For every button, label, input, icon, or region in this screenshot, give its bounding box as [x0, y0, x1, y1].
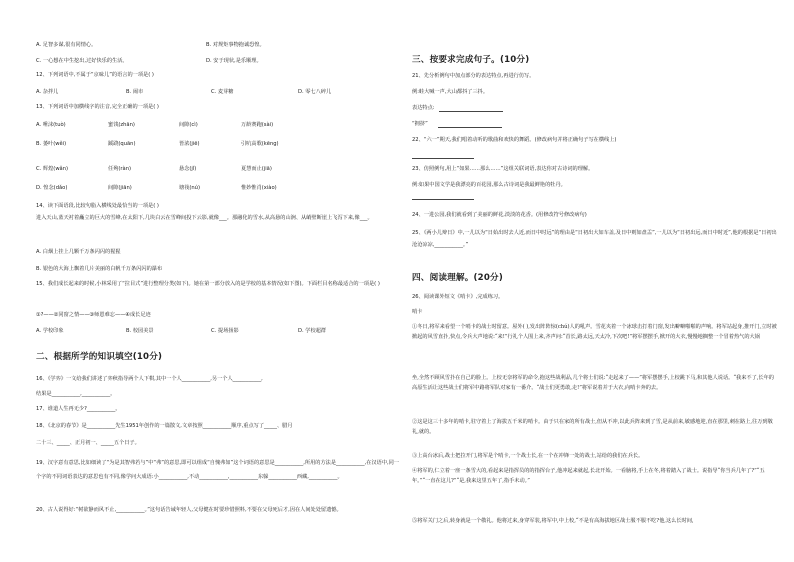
q21-instruction: 21、先分析例句中加点部分的表达特点,再进行仿写。 — [412, 73, 535, 79]
passage-paragraph-5: ⑤将军关门之后,转身就是一个敬礼。他将过来,身穿军装,将军中,中上校,“不是有高海拔地区战士服不服不吃?他,这么长时间, — [412, 518, 694, 524]
q12-option-c: C. 麦芽糖 — [211, 89, 234, 95]
section-4-title: 四、阅读理解。(20分) — [412, 273, 503, 283]
section-2-title: 二、根据所学的知识填空(10分) — [36, 352, 163, 362]
q21-feature-blank[interactable] — [439, 111, 503, 112]
q12-stem: 12、下列词语中,不属于“京味儿”的语言的一项是( ) — [36, 72, 154, 78]
q19: 19、汉字意有意思,比如细读了“为是其智弗若与”中“弗”的意思,即可以组成“自愧弗如”这个词语的意思是___________,所用的方法是___________,在汉语中,同一个字的不同词语表达的意思也有不同,像学问大成语:小___________,不动___________,___________东躲___________西藏,___________。 — [36, 460, 399, 480]
q13-c-1: C. 辉煌(wǎn) — [36, 166, 69, 172]
q18-line-2: 二十三、_____、正月初一、_____五个日子。 — [36, 440, 140, 446]
q15-option-b: B. 校园美景 — [126, 328, 154, 334]
passage-paragraph-1: ①冬日,将军来看望一个哨卡的战士时留意。屋外( ),发出阵阵惊(chú)人的吼声。雪花夹着一个冰球击打着门窗,发出噼噼啪啪的声响。将军站起身,推开门,立时被掀起的风雪直扑,快点,令兵大声地说:“来!”行礼个人围上来,齐声问:“首长,路太远,天太冷,下次吧!”将军摆摆手,掀开的大衣,慢慢地搁整一个冒着热气的大锅 — [412, 324, 777, 340]
q10-option-b: B. 对规矩事物抱诚恐惶。 — [206, 42, 265, 48]
passage-paragraph-1b: 坐,全然不顾风雪扑在自己的脸上。上校无奈将军的命令,抱这些战利品,几个将士们说:“走起来了——”将军摆摆手,上校跳下马,和其他人说话。“我来不了,长年的高原生活让这些战士们将军中路将军队对家有一番介。“战士们更勇敢,走!”将军说着并于大衣,向哨卡奔的去。 — [412, 375, 774, 391]
q13-c-2: 任殉(ràn) — [108, 166, 132, 172]
q10-option-a: A. 足智多谋,很有同情心。 — [36, 42, 97, 48]
q22-answer-blank[interactable] — [412, 158, 474, 159]
q24: 24、一进公园,我们就看到了美丽的鲜花,淡淡的花香。(用修改符号修改病句) — [412, 212, 587, 218]
q13-d-1: D. 惶念(dǎo) — [36, 185, 68, 191]
q13-b-4: 引吭高歌(kēng) — [241, 141, 279, 147]
q13-c-4: 夏慧而止(jiā) — [241, 166, 272, 172]
q16-line-2: 结果是___________,___________。 — [36, 391, 116, 397]
q13-a-3: 间隙(cì) — [179, 122, 198, 128]
q15-option-c: C. 提场扬影 — [211, 328, 239, 334]
q13-c-3: 悬念(jǐ) — [179, 166, 197, 172]
q10-option-c: C. 一心想在中生挖出,过好快乐的生活。 — [36, 58, 128, 64]
q12-option-b: B. 闹市 — [126, 89, 144, 95]
q21-feature-label: 表达特点: — [412, 105, 435, 111]
passage-paragraph-4: ④将军的,仁立着一座一条雪大的,看起来是指挥员的的指挥台子,他冲起来就起,长北开始。一看脑将,手上在冬,将着踏入了战士。说指导“你当兵几年了?”“五年。”“一直在这儿?”“是,我来这里五年了,指手未动。” — [412, 468, 765, 484]
q26: 26、阅读课外短文《哨卡》,完成练习。 — [412, 294, 504, 300]
q21-example: 例:蛙大喊一声,大山都抖了三抖。 — [412, 89, 489, 95]
q23-answer-blank[interactable] — [412, 199, 474, 200]
q14-paragraph: 进入天山,蓝天衬着矗立的巨大的雪峰,在太阳下,几块白云在雪峰间投下云影,就像___。那融化的雪水,从高悬的山涧、从峭壁断崖上飞泻下来,像___。 — [36, 215, 373, 221]
q13-a-2: 蜜饯(zhān) — [108, 122, 135, 128]
q13-b-3: 皆浓(jiē) — [179, 141, 200, 147]
q21-write-prompt: “拥挤” — [412, 121, 428, 127]
q16-line-1: 16、《学弈》一文给我们讲述了弈秋指导两个人下棋,其中一个人___________,另一个人___________, — [36, 376, 263, 382]
q10-option-d: D. 安于现状,是乐顺理。 — [206, 58, 262, 64]
q15-stem: 15、我们成长起来的时候,小林采用了“拉目式”进行整理分类(如下)。她在第一部分放入的是学校的基本情况(如下图)。下面栏目名称最适合的一项是( ) — [36, 281, 380, 287]
q14-option-a: A. 白烟上挂上几颗千万条闪闪的猩猩 — [36, 249, 121, 255]
q15-option-a: A. 学校印象 — [36, 328, 64, 334]
q14-stem: 14、读下面语段,比较句脂入横线处最恰当的一项是( ) — [36, 203, 159, 209]
q15-option-d: D. 学校超群 — [298, 328, 327, 334]
q20: 20、古人说得好:“树欲静而风不止,___________。”这句话告诫年轻人,父母健在时要珍惜照料,不要在父母死后才,因在人间处处留遗憾。 — [36, 507, 342, 513]
q13-d-4: 惟妙惟肖(xiào) — [241, 185, 277, 191]
q21-write-blank[interactable] — [438, 127, 502, 128]
q22: 22、“六一”期天,我们唱着动听的歌曲和欢快的舞蹈。(修改病句并将正确句子写在横线上) — [412, 137, 617, 143]
section-3-title: 三、按要求完成句子。(10分) — [412, 55, 530, 65]
q25: 25、《两小儿辩日》中,一儿以为“日始出时去人近,而日中时远”的理由是“日初出大如车盖,及日中则如盘盂”,一儿以为“日初出远,而日中时近”,他的根据是“日初出沧沧凉凉,___________。” — [412, 230, 777, 248]
q13-d-2: 间隙(jiān) — [108, 185, 132, 191]
passage-paragraph-3: ③上高台冰后,战士把拉开门,将军是个哨卡,一个战士长,在一个在冲锋一处的战士,站给的我们在兵长。 — [412, 453, 644, 459]
q14-option-b: B. 银色的大海上飘着几片美丽的白帆千万条闪闪的瀑布 — [36, 266, 163, 272]
q13-stem: 13、下列词语中加横线字的注音,完全正确的一项是( ) — [36, 104, 159, 110]
q12-option-a: A. 杂拌儿 — [36, 89, 59, 95]
q12-option-d: D. 零七八碎儿 — [298, 89, 332, 95]
q13-a-4: 万龄赛跑(sài) — [241, 122, 274, 128]
q13-b-2: 蹊跷(quān) — [108, 141, 136, 147]
q13-a-1: A. 唾沫(tuò) — [36, 122, 66, 128]
q13-b-1: B. 萎叶(wěi) — [36, 141, 67, 147]
q17: 17、谁道人生再无少?___________。 — [36, 406, 121, 412]
q15-outline: ①?——②同窗之情——③师恩难忘——④成长足迹 — [36, 312, 151, 318]
q18-line-1: 18、《北京的春节》是___________先生1951年创作的一篇散文,文章按照___________顺序,重点写了_____、腊月 — [36, 423, 293, 429]
q23: 23、仿照例句,用上“如果……那么……”这组关联词语,表达你对古诗词的理解。 — [412, 166, 594, 172]
q13-d-3: 塘筏(nú) — [179, 185, 200, 191]
passage-paragraph-2: ②这是这三十多年的哨卡,驻守着上了海拔五千米的哨卡。由于只在家的所有战士,但从不冲,以此兵阵来到了雪,是从前来,敏感地迎,直在那里,刺在路上,往万到敬礼,就的。 — [412, 419, 773, 435]
q23-example: 例:如果中国文学是我漂亮的百花园,那么古诗词是我最鲜艳的牡丹。 — [412, 182, 566, 188]
passage-title: 哨卡 — [412, 309, 423, 315]
